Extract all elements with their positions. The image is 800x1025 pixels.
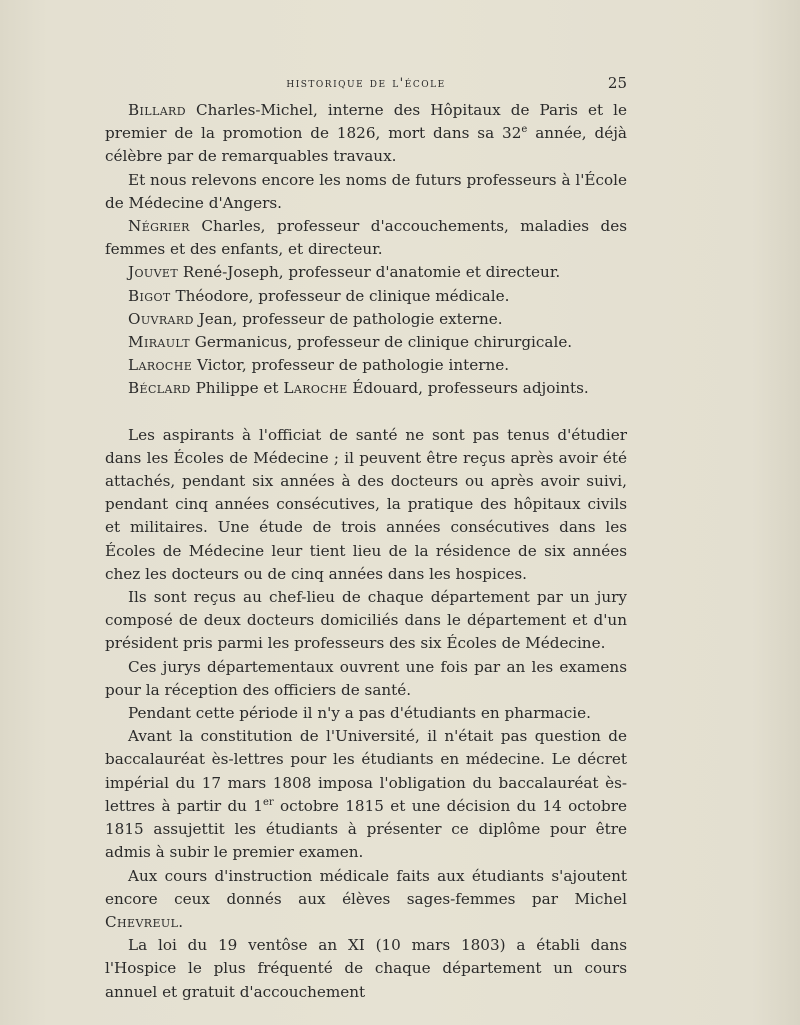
paragraph <box>105 656 627 702</box>
text-run: Aux cours d'instruction médicale faits aux étudiants s'ajoutent encore ceux donnés aux élèves sages-femmes par Michel <box>105 866 627 908</box>
text-run: René-Joseph, professeur d'anatomie et directeur. <box>178 263 561 282</box>
superscript: er <box>262 796 274 808</box>
text-run: octobre 1815 et une décision du 14 octobre 1815 assujettit les étudiants à présenter ce diplôme pour être admis à subir le premier examen. <box>105 796 627 862</box>
person-name: Billard <box>128 101 186 119</box>
person-name: Jouvet <box>128 263 179 282</box>
superscript: e <box>521 124 528 136</box>
text-run: Avant la constitution de l'Université, il n'était pas question de baccalauréat ès-lettres pour les étudiants en médecine. Le décret impérial du 17 mars 1808 imposa l'obligation du baccalauréat ès-lettres à partir du 1 <box>105 727 627 815</box>
person-name: Ouvrard <box>128 309 194 328</box>
person-name: Bigot <box>128 286 171 305</box>
text-run: Théodore, professeur de clinique médicale. <box>170 286 510 305</box>
text-run: Charles-Michel, interne des Hôpitaux de Paris et le premier de la promotion de 1826, mort dans sa 32 <box>105 101 627 143</box>
text-run: Et nous relevons encore les noms de futurs professeurs à l'École de Médecine d'Angers. <box>105 170 627 212</box>
paragraph <box>105 934 627 1004</box>
paragraph <box>105 377 627 400</box>
person-name: Mirault <box>128 333 190 352</box>
paragraph <box>105 725 627 864</box>
paragraph <box>105 261 627 284</box>
text-run: Victor, professeur de pathologie interne. <box>192 356 510 375</box>
text-run: Philippe et <box>190 379 284 398</box>
text-run: Les aspirants à l'officiat de santé ne sont pas tenus d'étudier dans les Écoles de Médecine ; il peuvent être reçus après avoir été attachés, pendant six années à des docteurs ou après avoir suivi, pendant cinq années consécutives, la pratique des hôpitaux civils et militaires. Une étude de trois années consécutives dans les Écoles de Médecine leur tient lieu de la résidence de six années chez les docteurs ou de cinq années dans les hospices. <box>105 425 627 583</box>
text-run: Ces jurys départementaux ouvrent une fois par an les examens pour la réception des officiers de santé. <box>105 657 627 699</box>
body-text <box>105 99 627 1004</box>
text-run: La loi du 19 ventôse an XI (10 mars 1803) a établi dans l'Hospice le plus fréquenté de chaque département un cours annuel et gratuit d'accouchement <box>105 936 627 1001</box>
paragraph <box>105 424 627 586</box>
paragraph <box>105 99 627 169</box>
person-name: Chevreul <box>105 912 179 931</box>
text-run: Germanicus, professeur de clinique chirurgicale. <box>189 333 573 352</box>
text-run: Pendant cette période il n'y a pas d'étudiants en pharmacie. <box>128 704 591 723</box>
running-title: historique de l'école <box>286 76 446 91</box>
person-name: Négrier <box>128 217 190 236</box>
paragraph <box>105 331 627 354</box>
text-run: année, déjà célèbre par de remarquables travaux. <box>105 124 627 166</box>
page-number: 25 <box>607 74 627 92</box>
paragraph-gap <box>105 401 627 424</box>
text-run: . <box>178 912 184 931</box>
paragraph <box>105 215 627 261</box>
paragraph <box>105 285 627 308</box>
text-run: Charles, professeur d'accouchements, maladies des femmes et des enfants, et directeur. <box>105 217 627 259</box>
page-header <box>105 76 627 96</box>
paragraph <box>105 169 627 215</box>
text-run: Édouard, professeurs adjoints. <box>347 379 589 398</box>
paragraph <box>105 702 627 725</box>
text-run: Ils sont reçus au chef-lieu de chaque département par un jury composé de deux docteurs domiciliés dans le département et d'un président pris parmi les professeurs des six Écoles de Médecine. <box>105 588 627 653</box>
person-name: Laroche <box>128 356 193 375</box>
person-name: Béclard <box>128 379 191 398</box>
paragraph <box>105 865 627 935</box>
person-name: Laroche <box>283 379 348 398</box>
paragraph <box>105 354 627 377</box>
text-run: Jean, professeur de pathologie externe. <box>193 309 503 328</box>
paragraph <box>105 308 627 331</box>
paragraph <box>105 586 627 656</box>
